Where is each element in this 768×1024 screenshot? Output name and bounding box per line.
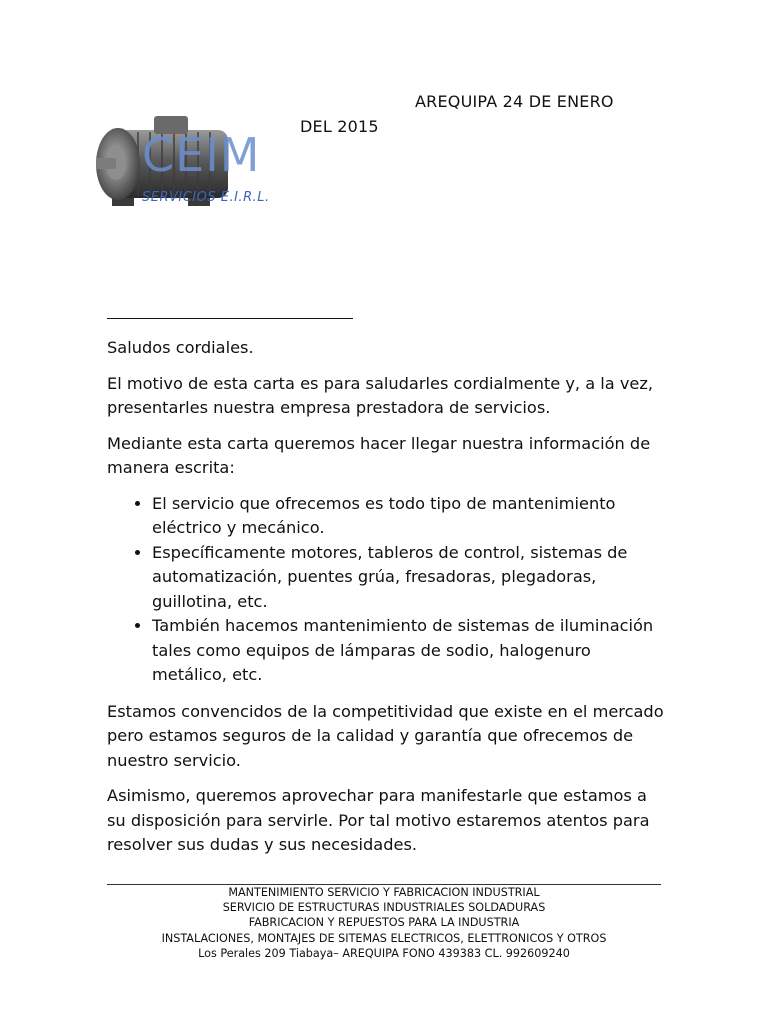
footer-line-1: MANTENIMIENTO SERVICIO Y FABRICACION INDUSTRIAL <box>228 886 540 899</box>
date-line-1: AREQUIPA 24 DE ENERO <box>415 92 614 111</box>
list-item: • También hacemos mantenimiento de sistemas de iluminación tales como equipos de lámparas de sodio, halogenuro metálico, etc. <box>152 614 667 688</box>
footer-line-4: INSTALACIONES, MONTAJES DE SITEMAS ELECTRICOS, ELETTRONICOS Y OTROS <box>161 931 607 945</box>
footer-line-2: SERVICIO DE ESTRUCTURAS INDUSTRIALES SOLDADURAS <box>222 901 546 915</box>
paragraph-info: Mediante esta carta queremos hacer llegar nuestra información de manera escrita: <box>107 433 651 477</box>
logo-subtitle: SERVICIOS E.I.R.L. <box>142 190 270 205</box>
list-item: • Específicamente motores, tableros de control, sistemas de automatización, puentes grúa, fresadoras, plegadoras, guillotina, etc. <box>152 541 667 615</box>
footer-line-3: FABRICACION Y REPUESTOS PARA LA INDUSTRIA <box>248 916 520 930</box>
list-item: • El servicio que ofrecemos es todo tipo de mantenimiento eléctrico y mecánico. <box>152 492 667 541</box>
date-line-2: DEL 2015 <box>300 117 379 136</box>
paragraph-competitiveness: Estamos convencidos de la competitividad que existe en el mercado pero estamos seguros de la calidad y garantía que ofrecemos de nuestro servicio. <box>107 701 664 770</box>
paragraph-closing: Asimismo, queremos aprovechar para manifestarle que estamos a su disposición para servirle. Por tal motivo estaremos atentos para resolver sus dudas y sus necesidades. <box>107 786 650 854</box>
letter-body <box>107 336 667 869</box>
services-list <box>107 492 667 688</box>
company-logo <box>78 104 286 222</box>
logo-name: CEIM <box>142 128 261 182</box>
recipient-blank-line <box>107 318 353 319</box>
greeting: Saludos cordiales. <box>107 338 254 357</box>
footer <box>107 885 661 961</box>
paragraph-intro: El motivo de esta carta es para saludarles cordialmente y, a la vez, presentarles nuestra empresa prestadora de servicios. <box>107 373 654 417</box>
footer-address: Los Perales 209 Tiabaya– AREQUIPA FONO 439383 CL. 992609240 <box>198 946 570 960</box>
